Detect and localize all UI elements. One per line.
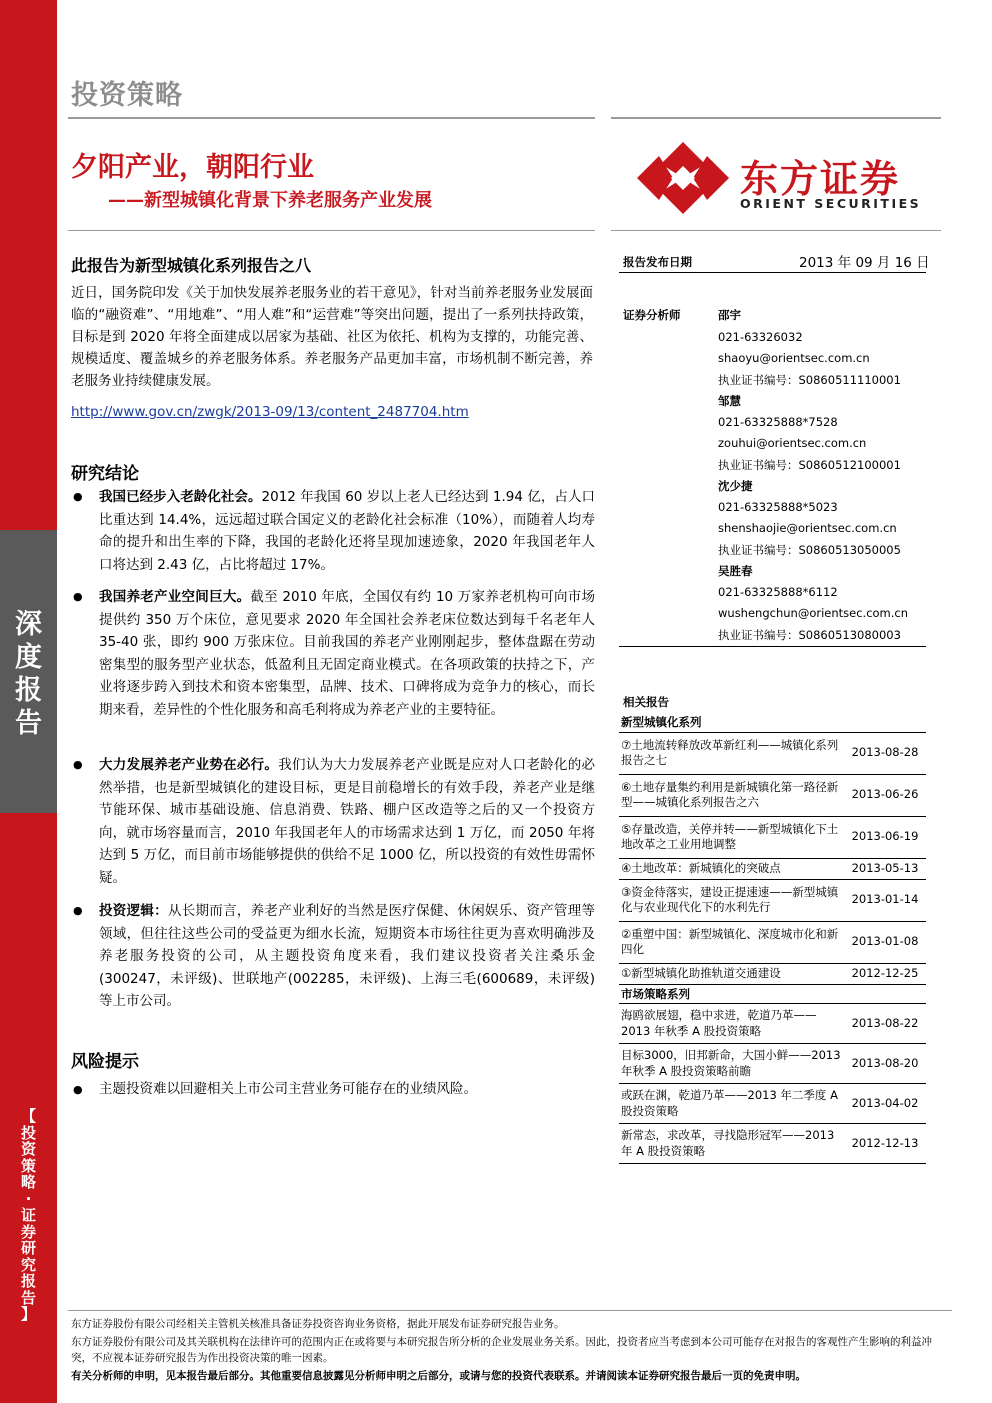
analyst-email: shaoyu@orientsec.com.cn: [718, 351, 870, 365]
conclusions-heading: 研究结论: [71, 464, 139, 484]
analyst-name: 邹慧: [718, 394, 741, 408]
sidebar-label-category: 【 投 资 策 略 · 证 券 研 究 报 告 】: [20, 1107, 36, 1323]
series-heading: 此报告为新型城镇化系列报告之八: [71, 256, 312, 275]
source-link[interactable]: http://www.gov.cn/zwgk/2013-09/13/content_2487704.htm: [71, 404, 469, 420]
analyst-cert: 执业证书编号：S0860513050005: [718, 543, 901, 557]
related-group-title: 市场策略系列: [619, 984, 926, 1004]
brand-name-cn: 东方证券: [740, 157, 901, 201]
conclusion-item: 投资逻辑：从长期而言，养老产业利好的当然是医疗保健、休闲娱乐、资产管理等领域，但往往这些公司的受益更为细水长流，短期资本市场往往更为喜欢明确涉及养老服务投资的公司，从主题投资角度来看，我们建议投资者关注桑乐金(300247，未评级)、世联地产(002285，未评级)、上海三毛(600689，未评级)等上市公司。: [99, 903, 596, 1009]
related-report-title[interactable]: ②重塑中国：新型城镇化、深度城市化和新四化: [619, 921, 844, 963]
related-report-title[interactable]: ④土地改革：新城镇化的突破点: [619, 858, 844, 879]
related-report-date: 2013-05-13: [844, 858, 926, 879]
bullet-icon: ●: [73, 1083, 83, 1096]
analyst-phone: 021-63325888*7528: [718, 415, 838, 429]
publish-date: 2013 年 09 月 16 日: [799, 255, 930, 271]
analyst-label: 证券分析师: [623, 308, 681, 322]
analyst-cert: 执业证书编号：S0860512100001: [718, 458, 901, 472]
intro-paragraph: 近日，国务院印发《关于加快发展养老服务业的若干意见》，针对当前养老服务业发展面临的“融资难”、“用地难”、“用人难”和“运营难”等突出问题，提出了一系列扶持政策，目标是到 2020 年将全面建成以居家为基础、社区为依托、机构为支撑的，功能完善、规模适度、覆盖城乡的养老服务体系。养老服务产品更加丰富，市场机制不断完善，养老服务业持续健康发展。: [71, 285, 593, 389]
orient-securities-logo-icon: [635, 140, 731, 220]
related-report-date: 2013-08-20: [844, 1044, 926, 1084]
divider: [611, 230, 941, 231]
analyst-email: shenshaojie@orientsec.com.cn: [718, 521, 897, 535]
related-report-date: 2013-08-22: [844, 1004, 926, 1044]
related-report-date: 2013-06-19: [844, 816, 926, 858]
section-category: 投资策略: [71, 80, 183, 111]
analyst-name: 邵宇: [718, 308, 741, 322]
analyst-name: 吴胜春: [718, 564, 753, 578]
footer-conflict-notice: 东方证券股份有限公司及其关联机构在法律许可的范围内正在或将要与本研究报告所分析的企业发展业务关系。因此，投资者应当考虑到本公司可能存在对报告的客观性产生影响的利益冲突，不应视本证券研究报告为作出投资决策的唯一因素。: [71, 1336, 932, 1364]
related-report-title[interactable]: ⑤存量改造，关停并转——新型城镇化下土地改革之工业用地调整: [619, 816, 844, 858]
risk-heading: 风险提示: [71, 1052, 139, 1072]
related-report-title[interactable]: 或跃在渊，乾道乃革——2013 年二季度 A 股投资策略: [619, 1084, 844, 1124]
related-report-title[interactable]: 海鸥欲展翅，稳中求进，乾道乃革——2013 年秋季 A 股投资策略: [619, 1004, 844, 1044]
related-report-date: 2013-06-26: [844, 774, 926, 816]
related-report-title[interactable]: ③资金待落实，建设正提速速——新型城镇化与农业现代化下的水利先行: [619, 879, 844, 921]
related-report-title[interactable]: ①新型城镇化助推轨道交通建设: [619, 963, 844, 984]
related-report-title[interactable]: 新常态，求改革，寻找隐形冠军——2013 年 A 股投资策略: [619, 1124, 844, 1164]
related-report-date: 2013-01-14: [844, 879, 926, 921]
analyst-cert: 执业证书编号：S0860511110001: [718, 373, 901, 387]
related-reports-label: 相关报告: [623, 695, 669, 709]
related-report-date: 2013-01-08: [844, 921, 926, 963]
footer-qualification: 东方证券股份有限公司经相关主管机关核准具备证券投资咨询业务资格，据此开展发布证券研究报告业务。: [71, 1318, 565, 1330]
brand-name-en: ORIENT SECURITIES: [740, 196, 922, 211]
conclusion-item: 我国养老产业空间巨大。截至 2010 年底，全国仅有约 10 万家养老机构可向市场提供约 350 万个床位，意见要求 2020 年全国社会养老床位数达到每千名老年人 35-40 张，即约 900 万张床位。目前我国的养老产业刚刚起步，整体盘踞在劳动密集型的服务型产业状态，低盈利且无固定商业模式。在各项政策的扶持之下，产业将逐步跨入到技术和资本密集型，品牌、技术、口碑将成为竞争力的核心，而长期来看，差异性的个性化服务和高毛利将成为养老产业的主要特征。: [99, 589, 596, 718]
divider: [611, 117, 941, 119]
divider: [619, 272, 926, 273]
related-group-title: 新型城镇化系列: [619, 713, 926, 732]
analyst-email: zouhui@orientsec.com.cn: [718, 436, 867, 450]
divider: [68, 117, 595, 119]
analyst-email: wushengchun@orientsec.com.cn: [718, 606, 909, 620]
bullet-icon: ●: [73, 904, 83, 917]
related-report-date: 2013-08-28: [844, 732, 926, 774]
analyst-name: 沈少捷: [718, 479, 753, 493]
conclusion-item: 大力发展养老产业势在必行。我们认为大力发展养老产业既是应对人口老龄化的必然举措，也是新型城镇化的建设目标，更是目前稳增长的有效手段，养老产业是继节能环保、城市基础设施、信息消费、铁路、棚户区改造等之后的又一个投资方向，就市场容量而言，2010 年我国老年人的市场需求达到 1 万亿，而 2050 年将达到 5 万亿，而目前市场能够提供的供给不足 1000 亿，所以投资的有效性毋需怀疑。: [99, 757, 596, 886]
related-reports-table: [619, 713, 926, 1164]
related-report-title[interactable]: ⑥土地存量集约利用是新城镇化第一路径新型——城镇化系列报告之六: [619, 774, 844, 816]
report-subtitle: ——新型城镇化背景下养老服务产业发展: [108, 190, 432, 211]
related-report-title[interactable]: ⑦土地流转释放改革新红利——城镇化系列报告之七: [619, 732, 844, 774]
bullet-icon: ●: [73, 490, 83, 503]
bullet-icon: ●: [73, 758, 83, 771]
analyst-cert: 执业证书编号：S0860513080003: [718, 628, 901, 642]
bullet-icon: ●: [73, 590, 83, 603]
footer-disclaimer: 有关分析师的申明，见本报告最后部分。其他重要信息披露见分析师申明之后部分，或请与您的投资代表联系。并请阅读本证券研究报告最后一页的免责申明。: [71, 1370, 806, 1382]
related-report-title[interactable]: 目标3000，旧邦新命，大国小鲜——2013 年秋季 A 股投资策略前瞻: [619, 1044, 844, 1084]
analyst-phone: 021-63326032: [718, 330, 803, 344]
analyst-phone: 021-63325888*6112: [718, 585, 838, 599]
related-report-date: 2012-12-25: [844, 963, 926, 984]
sidebar-red-top: [0, 0, 57, 530]
divider: [68, 230, 595, 231]
divider: [68, 1310, 952, 1311]
divider: [619, 646, 926, 647]
conclusion-item: 我国已经步入老龄化社会。2012 年我国 60 岁以上老人已经达到 1.94 亿，占人口比重达到 14.4%，远远超过联合国定义的老龄化社会标准（10%），而随着人均寿命的提升和出生率的下降，我国的老龄化还将呈现加速迹象，2020 年我国老年人口将达到 2.43 亿，占比将超过 17%。: [99, 489, 595, 573]
risk-item: 主题投资难以回避相关上市公司主营业务可能存在的业绩风险。: [99, 1081, 477, 1097]
related-report-date: 2012-12-13: [844, 1124, 926, 1164]
publish-date-label: 报告发布日期: [623, 255, 692, 269]
related-report-date: 2013-04-02: [844, 1084, 926, 1124]
sidebar-label-report-type: 深 度 报 告: [15, 609, 42, 739]
analyst-phone: 021-63325888*5023: [718, 500, 838, 514]
report-title: 夕阳产业，朝阳行业: [71, 152, 314, 183]
